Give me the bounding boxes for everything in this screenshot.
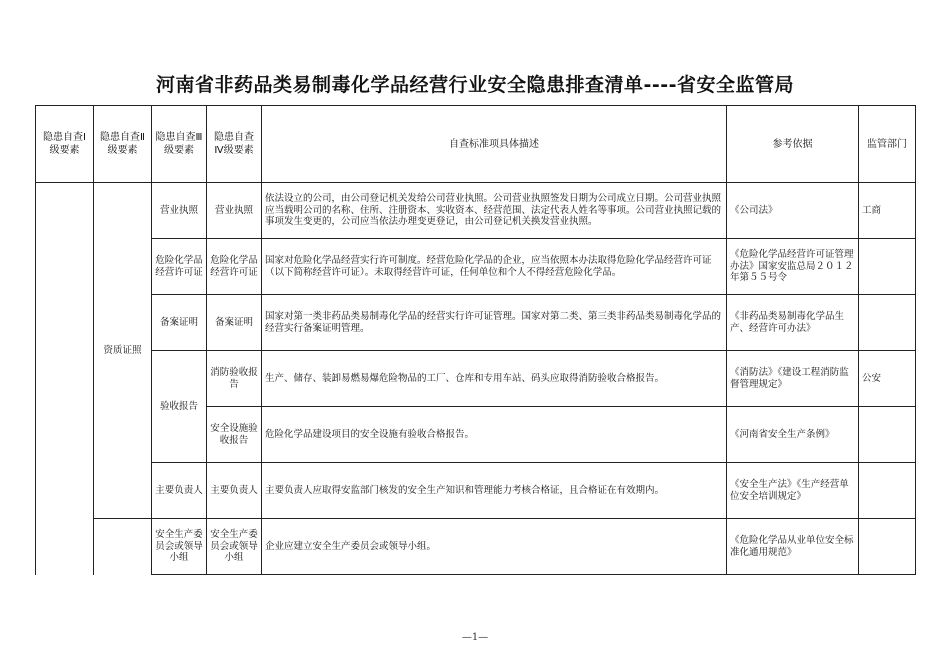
hazard-checklist-table xyxy=(35,105,916,575)
department-cell xyxy=(859,463,916,519)
level4-cell: 危险化学品经营许可证 xyxy=(207,239,262,295)
department-cell xyxy=(859,239,916,295)
level2-qualification: 资质证照 xyxy=(94,183,152,519)
level4-cell: 消防验收报告 xyxy=(207,351,262,407)
level3-cell: 危险化学品经营许可证 xyxy=(152,239,207,295)
level3-cell: 备案证明 xyxy=(152,295,207,351)
header-level4: 隐患自查Ⅳ级要素 xyxy=(207,106,262,183)
level4-cell: 备案证明 xyxy=(207,295,262,351)
header-level1: 隐患自查Ⅰ级要素 xyxy=(36,106,94,183)
level3-acceptance: 验收报告 xyxy=(152,351,207,463)
level4-cell: 安全设施验收报告 xyxy=(207,407,262,463)
header-level3: 隐患自查Ⅲ级要素 xyxy=(152,106,207,183)
table-row xyxy=(36,519,916,575)
level2-cell xyxy=(94,519,152,575)
page-number: —1— xyxy=(461,632,489,643)
reference-cell: 《非药品类易制毒化学品生产、经营许可办法》 xyxy=(727,295,859,351)
header-row xyxy=(36,106,916,183)
department-cell: 工商 xyxy=(859,183,916,239)
department-cell xyxy=(859,407,916,463)
description-cell: 国家对第一类非药品类易制毒化学品的经营实行许可证管理。国家对第二类、第三类非药品类易制毒化学品的经营实行备案证明管理。 xyxy=(262,295,727,351)
page-title: 河南省非药品类易制毒化学品经营行业安全隐患排查清单----省安全监管局 xyxy=(155,74,795,96)
level4-cell: 安全生产委员会或领导小组 xyxy=(207,519,262,575)
department-cell: 公安 xyxy=(859,351,916,407)
description-cell: 生产、储存、装卸易燃易爆危险物品的工厂、仓库和专用车站、码头应取得消防验收合格报告。 xyxy=(262,351,727,407)
department-cell xyxy=(859,519,916,575)
table-row xyxy=(36,463,916,519)
level1-cell xyxy=(36,183,94,575)
reference-cell: 《河南省安全生产条例》 xyxy=(727,407,859,463)
table-row xyxy=(36,295,916,351)
level3-cell: 营业执照 xyxy=(152,183,207,239)
reference-cell: 《危险化学品从业单位安全标准化通用规范》 xyxy=(727,519,859,575)
table-row xyxy=(36,351,916,407)
description-cell: 依法设立的公司，由公司登记机关发给公司营业执照。公司营业执照签发日期为公司成立日期。公司营业执照应当载明公司的名称、住所、注册资本、实收资本、经营范围、法定代表人姓名等事项。公司营业执照记载的事项发生变更的，公司应当依法办理变更登记，由公司登记机关换发营业执照。 xyxy=(262,183,727,239)
level3-cell: 安全生产委员会或领导小组 xyxy=(152,519,207,575)
description-cell: 主要负责人应取得安监部门核发的安全生产知识和管理能力考核合格证，且合格证在有效期内。 xyxy=(262,463,727,519)
level3-cell: 主要负责人 xyxy=(152,463,207,519)
table-row xyxy=(36,239,916,295)
level4-cell: 营业执照 xyxy=(207,183,262,239)
header-reference: 参考依据 xyxy=(727,106,859,183)
header-description: 自查标准项具体描述 xyxy=(262,106,727,183)
description-cell: 国家对危险化学品经营实行许可制度。经营危险化学品的企业，应当依照本办法取得危险化学品经营许可证（以下简称经营许可证）。未取得经营许可证，任何单位和个人不得经营危险化学品。 xyxy=(262,239,727,295)
header-department: 监管部门 xyxy=(859,106,916,183)
reference-cell: 《安全生产法》《生产经营单位安全培训规定》 xyxy=(727,463,859,519)
reference-cell: 《危险化学品经营许可证管理办法》国家安监总局２０１２年第５５号令 xyxy=(727,239,859,295)
department-cell xyxy=(859,295,916,351)
reference-cell: 《消防法》《建设工程消防监督管理规定》 xyxy=(727,351,859,407)
table-row xyxy=(36,183,916,239)
level4-cell: 主要负责人 xyxy=(207,463,262,519)
reference-cell: 《公司法》 xyxy=(727,183,859,239)
description-cell: 危险化学品建设项目的安全设施有验收合格报告。 xyxy=(262,407,727,463)
description-cell: 企业应建立安全生产委员会或领导小组。 xyxy=(262,519,727,575)
header-level2: 隐患自查Ⅱ级要素 xyxy=(94,106,152,183)
